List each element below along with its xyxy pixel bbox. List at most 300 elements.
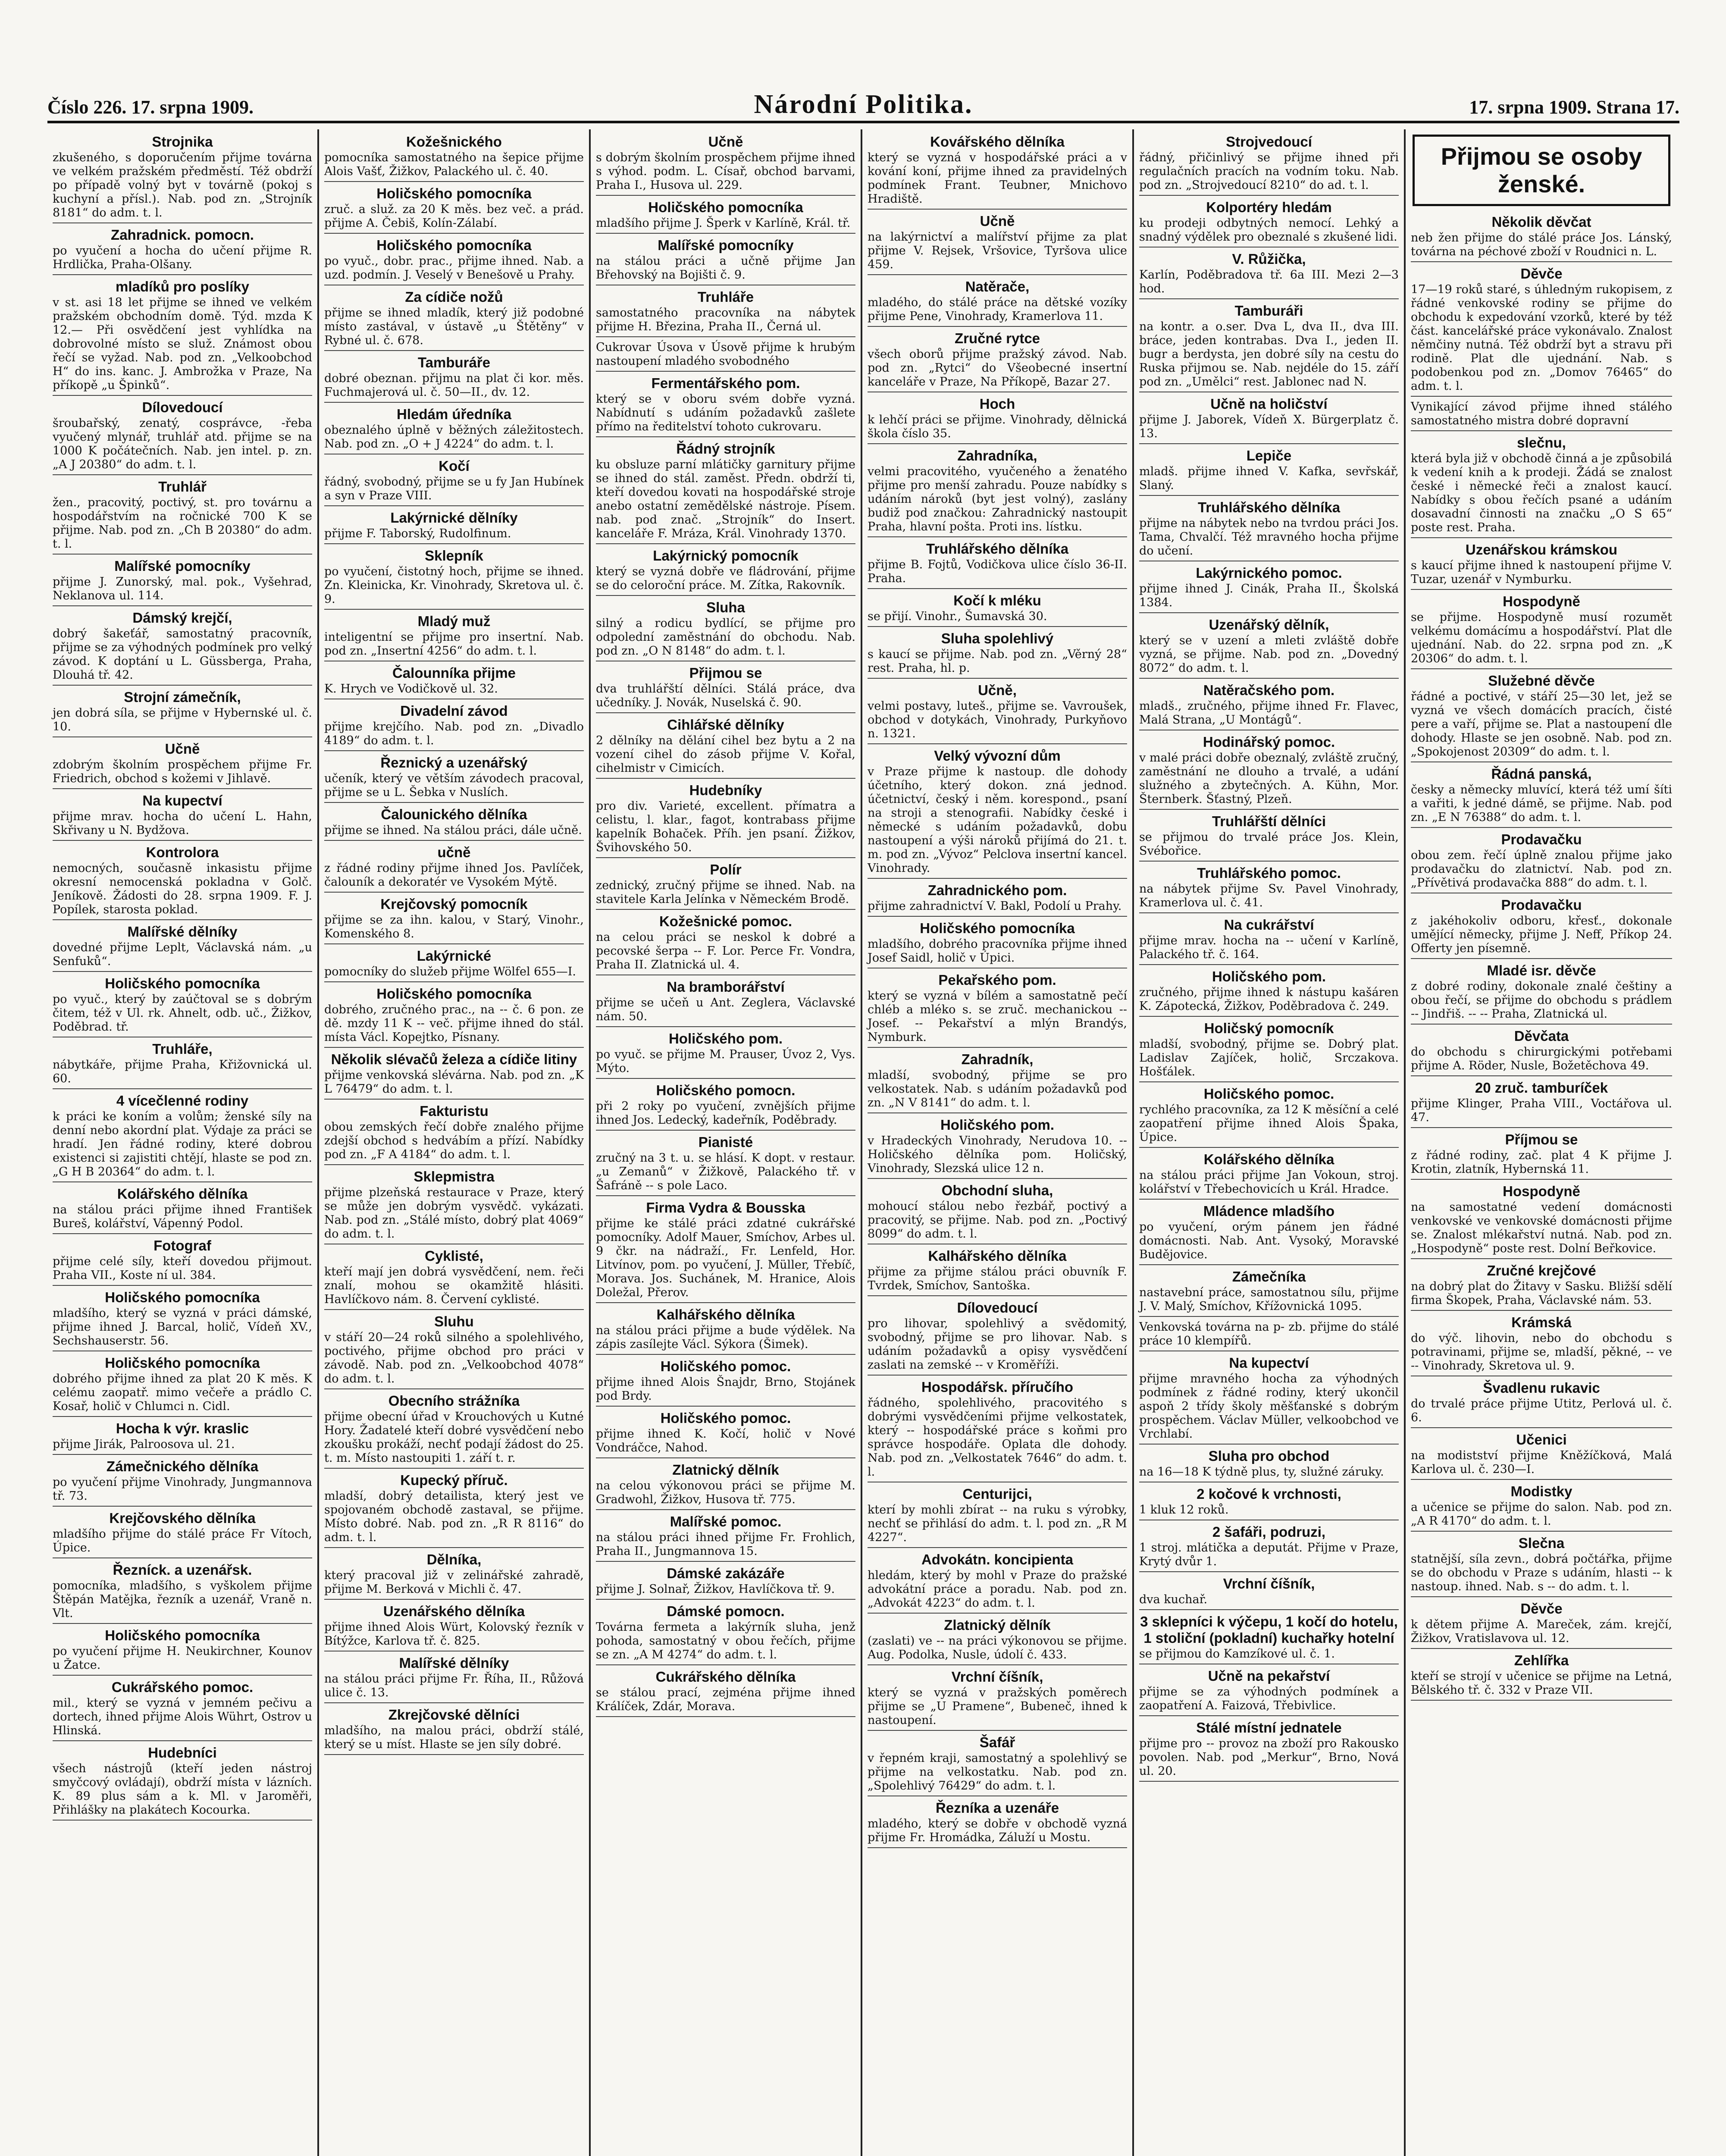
classified-ad: [53, 477, 312, 555]
ad-heading: Sluha pro obchod: [1208, 1448, 1330, 1464]
ad-text: k dětem přijme A. Mareček, zám. krejčí, Žižkov, Vratislavova ul. 12.: [1411, 1618, 1672, 1645]
classified-ad: [596, 663, 855, 713]
classified-ad: [596, 132, 855, 196]
ad-text: na stálou práci a učně přijme Jan Břehovský na Bojišti č. 9.: [596, 254, 855, 282]
classified-ad: [596, 1305, 855, 1355]
ad-heading: Truhlář: [158, 479, 207, 495]
ad-text: do výč. lihovin, nebo do obchodu s potravinami, přijme se, mladší, pěkné, ‑‑ ve ‑‑ Vinohrady, Skretova ul. 9.: [1411, 1332, 1672, 1373]
ad-heading: Truhlářského pomoc.: [1197, 865, 1341, 881]
ad-text: zdobrým školním prospěchem přijme Fr. Friedrich, obchod s kožemi v Jihlavě.: [53, 758, 312, 785]
classified-ad: [324, 1653, 584, 1703]
classified-ad: [1411, 1378, 1672, 1428]
ad-heading: Řezníka a uzenáře: [935, 1800, 1059, 1816]
ad-heading: Sluha: [706, 599, 745, 615]
ad-text: velmi postavy, luteš., přijme se. Vavroušek, obchod v dotykách, Vinohrady, Purkyňovo n. 1321.: [868, 699, 1127, 740]
ad-text: hledám, který by mohl v Praze do pražské advokátní práce a poradu. Nab. pod zn. „Advokát 4223“ do adm. t. l.: [868, 1569, 1127, 1610]
ad-heading: Čalounického dělníka: [381, 806, 527, 822]
ad-text: přijme ihned Alois Šnajdr, Brno, Stojánek pod Brdy.: [596, 1376, 855, 1403]
ad-text: který se vyzná dobře ve fládrování, přijme se do celoroční práce. M. Zítka, Rakovník.: [596, 565, 855, 592]
classified-ad: [1139, 446, 1399, 496]
ad-heading: Fotograf: [153, 1238, 211, 1253]
ad-text: mladšího přijme do stálé práce Fr Vítoch, Úpice.: [53, 1527, 312, 1554]
classified-ad: [1139, 732, 1399, 810]
ad-heading: Holičského pomocníka: [376, 237, 532, 253]
ad-text: silný a rodicu bydlící, se přijme pro odpolední zaměstnání do obchodu. Nab. pod zn. „O N 8148“ do adm. t. l.: [596, 617, 855, 658]
ad-text: dobrý šakeťář, samostatný pracovník, přijme se za výhodných podmínek pro velký závod. K doptání u L. Güssberga, Praha, Dlouhá tř. 42.: [53, 627, 312, 682]
ad-text: přijme zahradnictví V. Bakl, Podolí u Prahy.: [868, 899, 1122, 913]
ad-heading: Řádný strojník: [676, 441, 775, 457]
ad-heading: Dělníka,: [426, 1551, 482, 1567]
classified-ad: [596, 1512, 855, 1562]
classified-ad: [868, 1181, 1127, 1244]
ad-heading: Šafář: [979, 1734, 1015, 1750]
newspaper-title: Národní Politika.: [754, 90, 973, 119]
classified-ad: [1139, 1319, 1399, 1351]
ad-heading: Lakýrnického pomoc.: [1196, 565, 1342, 581]
ad-text: se přijí. Vinohr., Šumavská 30.: [868, 610, 1047, 623]
classified-ad: [1139, 1084, 1399, 1148]
ad-heading: Slečna: [1518, 1535, 1565, 1551]
ad-text: Cukrovar Úsova v Úsově přijme k hrubým nastoupení mladého svobodného: [596, 341, 855, 368]
ad-text: kteří se strojí v učenice se přijme na Letná, Bělského tř. č. 332 v Praze VII.: [1411, 1670, 1672, 1697]
ad-text: česky a německy mluvící, která též umí šíti a vařiti, k jedné dámě, se přijme. Nab. pod zn. „E N 76388“ do adm. t. l.: [1411, 783, 1672, 824]
ad-heading: Tamburáře: [417, 354, 491, 370]
classified-ad: [53, 1508, 312, 1558]
ad-heading: Zahradnického pom.: [927, 882, 1067, 898]
classified-ad: [324, 287, 584, 351]
classified-ad: [1411, 1261, 1672, 1311]
classified-ad: [1139, 1612, 1399, 1664]
classified-ad: [596, 860, 855, 910]
ad-text: do trvalé práce přijme Utitz, Perlová ul. č. 6.: [1411, 1397, 1672, 1424]
classified-ad: [1411, 671, 1672, 762]
ad-text: dobrého, zručného prac., na ‑‑ č. 6 pon. ze dě. mzdy 11 K ‑‑ več. přijme ihned do stál. místa Václ. Kopejtko, Písnany.: [324, 1003, 584, 1044]
ad-heading: Kožešnického: [406, 134, 502, 150]
ad-text: s dobrým školním prospěchem přijme ihned s výhod. podm. L. Císař, obchod barvami, Praha I., Husova ul. 229.: [596, 151, 855, 192]
ad-text: 1 stroj. mlátička a deputát. Přijme v Praze, Krytý dvůr 1.: [1139, 1541, 1399, 1568]
ad-text: zručný na 3 t. u. se hlásí. K dopt. v restaur. „u Zemanů“ v Žižkově, Palackého tř. v Šafráně ‑‑ s pole Laco.: [596, 1151, 855, 1192]
ad-heading: Obchodní sluha,: [941, 1182, 1053, 1198]
classified-ad: [53, 1626, 312, 1676]
classified-ad: [1411, 1078, 1672, 1128]
ad-text: po vyuč. se přijme M. Prauser, Úvoz 2, Vys. Mýto.: [596, 1048, 855, 1075]
classified-ad: [1411, 433, 1672, 538]
ad-heading: Na kupectví: [142, 793, 222, 808]
ad-heading: Zkrejčovské dělníci: [388, 1707, 520, 1723]
classified-ad: [1139, 498, 1399, 561]
ad-text: přijme se ihned mladík, který již podobné místo zastával, v ústavě „u Štětěny“ v Rybné ul. č. 678.: [324, 306, 584, 347]
ad-text: K. Hrych ve Vodičkově ul. 32.: [324, 682, 498, 696]
ad-text: řádný, přičinlivý se přijme ihned při regulačních pracích na vodním toku. Nab. pod zn. „Strojvedoucí 8210“ do ad. t. l.: [1139, 151, 1399, 192]
classified-ad: [324, 404, 584, 454]
ad-text: přijme J. Zunorský, mal. pok., Vyšehrad, Neklanova ul. 114.: [53, 575, 312, 602]
issue-number: Číslo 226. 17. srpna 1909.: [47, 97, 254, 118]
ad-text: po vyuč., dobr. prac., přijme ihned. Nab. a uzd. podmín. J. Veselý v Benešově u Prahy.: [324, 254, 584, 282]
ad-heading: Polír: [710, 862, 742, 877]
ad-text: k práci ke koním a volům; ženské síly na denní nebo akordní plat. Výdaje za práci se hradí. Jen řádné rodiny, které dobrou existenci si zajistiti chtějí, hlaste se pod zn. „G H B 20364“ do adm. t. l.: [53, 1110, 312, 1178]
classified-ad: [1411, 1313, 1672, 1376]
ad-heading: Zručné rytce: [954, 330, 1040, 346]
ad-text: mladšího, na malou práci, obdrží stálé, který se u míst. Hlaste se jen síly dobré.: [324, 1724, 584, 1751]
ad-text: v Praze přijme k nastoup. dle dohody účetního, který dokon. zná jednod. účetnictví, český i něm. korespond., psaní na stroji a stenografii. Nabídky české i německé s udáním požadavků, dobu nastoupení a výši nároků přijímá do 21. t. m. pod zn. „Vývoz“ Pelclova insertní kancel. Vinohrady.: [868, 765, 1127, 875]
ad-text: dobré obeznan. přijmu na plat či kor. měs. Fuchmajerová ul. č. 50—II., dv. 12.: [324, 372, 584, 399]
ad-heading: Holičského pomocníka: [105, 1627, 260, 1643]
ad-heading: mladíků pro poslíky: [116, 279, 249, 295]
ad-heading: Holičského pomocníka: [376, 986, 532, 1002]
ad-text: na lakýrnictví a malířství přijme za plat přijme V. Rejsek, Vršovice, Tyršova ulice 459.: [868, 230, 1127, 271]
ad-text: přijme se ihned. Na stálou práci, dále učně.: [324, 824, 582, 837]
ad-text: kteří mají jen dobrá vysvědčení, nem. řeči znalí, mohou se okamžitě hlásiti. Havlíčkovo nám. 8. Červení cyklisté.: [324, 1265, 584, 1306]
ad-heading: Učně na holičství: [1210, 396, 1328, 412]
ad-heading: Holičského pomoc.: [660, 1358, 791, 1374]
ad-text: po vyuč., který by zaúčtoval se s dobrým čitem, též v Ul. rk. Ahnelt, odb. uč., Žižkov, Poděbrad. tř.: [53, 993, 312, 1034]
classified-ad: [1139, 132, 1399, 196]
classified-ad: [1139, 197, 1399, 248]
ad-text: 1 kluk 12 roků.: [1139, 1503, 1229, 1517]
classified-ad: [1139, 563, 1399, 613]
classified-ad: [324, 1246, 584, 1310]
ad-text: přijme J. Jaborek, Vídeň X. Bürgerplatz č. 13.: [1139, 413, 1399, 440]
classified-ad: [596, 287, 855, 337]
classified-ad: [1411, 1430, 1672, 1480]
ad-text: dobrého přijme ihned za plat 20 K měs. K celému zaopatř. mimo večeře a prádlo C. Kosař, holič v Chlumci n. Cidl.: [53, 1372, 312, 1413]
ad-heading: Příjmou se: [1505, 1131, 1578, 1147]
ad-heading: Malířské dělníky: [399, 1655, 509, 1671]
ad-text: přijme mrav. hocha na ‑‑ učení v Karlíně, Palackého tř. č. 164.: [1139, 934, 1399, 961]
classified-ad: [596, 1601, 855, 1665]
ad-text: na modistství přijme Kněžíčková, Malá Karlova ul. č. 230—I.: [1411, 1449, 1672, 1476]
classified-ad: [596, 1029, 855, 1079]
ad-heading: V. Růžička,: [1232, 251, 1306, 267]
ad-heading: Hudebníky: [689, 782, 762, 798]
ad-heading: Hocha k výr. kraslic: [116, 1420, 249, 1436]
classified-ad: [596, 715, 855, 779]
ad-text: nábytkáře, přijme Praha, Křižovnická ul. 60.: [53, 1058, 312, 1085]
ad-heading: Hospodářsk. příručího: [921, 1379, 1074, 1395]
page-date: 17. srpna 1909. Strana 17.: [1469, 97, 1679, 118]
section-banner: Přijmou se osoby ženské.: [1413, 135, 1670, 206]
classified-ad: [324, 1705, 584, 1755]
classified-ad: [1411, 895, 1672, 959]
ad-heading: Natěrače,: [965, 279, 1030, 295]
ad-heading: Pianisté: [698, 1134, 753, 1150]
ad-heading: 2 šafáři, podruzi,: [1212, 1524, 1326, 1540]
ad-text: přijme obecní úřad v Krouchových u Kutné Hory. Žadatelé kteří dobré vysvědčení nebo zkoušku prokáží, nechť podají žádost do 25. t. m. Místo nastoupiti 1. září t. r.: [324, 1410, 584, 1465]
ad-heading: Čalounníka přijme: [392, 665, 516, 681]
classified-ad: [868, 680, 1127, 744]
ad-text: přijme J. Solnař, Žižkov, Havlíčkova tř. 9.: [596, 1583, 835, 1596]
ad-heading: Několik slévačů železa a cídiče litiny: [331, 1051, 577, 1067]
classified-ad: [324, 894, 584, 944]
classified-ad: [596, 1667, 855, 1717]
classified-ad: [1411, 398, 1672, 431]
ad-heading: Holičského pom.: [940, 1117, 1055, 1133]
column-3: [591, 129, 862, 2156]
classified-ad: [324, 1101, 584, 1165]
ad-heading: Hudebníci: [148, 1745, 217, 1761]
classified-ad: [868, 1050, 1127, 1113]
column-5: [1134, 129, 1406, 2156]
classified-ad: [1411, 1599, 1672, 1649]
ad-text: při 2 roky po vyučení, zvnějších přijme ihned Jos. Ledecký, kadeřník, Poděbrady.: [596, 1100, 855, 1127]
ad-heading: Řádná panská,: [1491, 766, 1592, 782]
classified-ad: [324, 1601, 584, 1651]
ad-text: mohoucí stálou nebo řezbář, poctivý a pracovitý, se přijme. Nab. pod zn. „Poctivý 8099“ do adm. t. l.: [868, 1200, 1127, 1241]
ad-heading: Na kupectví: [1229, 1355, 1309, 1371]
ad-heading: Divadelní závod: [400, 703, 508, 719]
classified-ad: [1139, 1484, 1399, 1520]
classified-ad: [324, 701, 584, 751]
ad-heading: Řeznický a uzenářský: [380, 755, 528, 771]
ad-text: přijme venkovská slévárna. Nab. pod zn. „K L 76479“ do adm. t. l.: [324, 1069, 584, 1096]
ad-text: 17—19 roků staré, s úhledným rukopisem, z řádné venkovské rodiny se přijme do obchodu k expedování vzorků, které by též část. kancelářské práce vykonávalo. Znalost němčiny nutná. Též obdrží byt a stravu při rodině. Plat dle ujednání. Nab. s podobenkou pod zn. „Domov 76465“ do adm. t. l.: [1411, 283, 1672, 393]
ad-heading: Vrchní číšník,: [1223, 1576, 1315, 1592]
ad-heading: Holičského pomocníka: [105, 975, 260, 991]
ad-heading: 4 vícečlenné rodiny: [116, 1093, 249, 1109]
ad-text: na celou výkonovou práci se přijme M. Gradwohl, Žižkov, Husova tř. 775.: [596, 1479, 855, 1506]
classified-ad: [324, 843, 584, 893]
ad-heading: Natěračského pom.: [1203, 682, 1335, 698]
ad-text: na samostatné vedení domácnosti venkovské ve venkovské domácnosti přijme se. Znalost mlékařství nutná. Nab. pod zn. „Hospodyně“ poste rest. Dolní Beřkovice.: [1411, 1200, 1672, 1255]
classified-ad: [596, 546, 855, 596]
ad-text: přijme pro ‑‑ provoz na zboží pro Rakousko povolen. Nab. pod „Merkur“, Brno, Nová ul. 20.: [1139, 1737, 1399, 1778]
ad-text: přijme F. Taborský, Rudolfinum.: [324, 527, 511, 540]
classified-ad: [53, 1236, 312, 1286]
classified-ad: [868, 881, 1127, 917]
classified-columns: [47, 129, 1679, 2156]
ad-text: v Hradeckých Vinohrady, Nerudova 10. ‑‑ Holičského dělníka pom. Holičský, Vinohrady, Slezská ulice 12 n.: [868, 1134, 1127, 1175]
classified-ad: [53, 132, 312, 223]
classified-ad: [1139, 680, 1399, 730]
ad-heading: Uzenářského dělníka: [383, 1603, 525, 1619]
classified-ad: [53, 739, 312, 789]
ad-heading: Holičský pomocník: [1204, 1020, 1334, 1036]
classified-ad: [1139, 1201, 1399, 1265]
ad-text: mladšího, který se vyzná v práci dámské, přijme ihned J. Barcal, holič, Vídeň XV., Sechshauserstr. 56.: [53, 1307, 312, 1348]
ad-text: v st. asi 18 let přijme se ihned ve velkém pražském obchodním domě. Týd. mzda K 12.— Při osvědčení jest vyhlídka na dobrovolné místo se služ. Známost obou řečí se vyžad. Nab. pod zn. „Velkoobchod H“ do ins. kanc. J. Ambrožka v Praze, Na příkopě „u Špinků“.: [53, 296, 312, 392]
ad-heading: Prodavačku: [1501, 831, 1582, 847]
classified-ad: [596, 977, 855, 1027]
ad-heading: Truhláře,: [152, 1041, 213, 1057]
ad-text: dva truhlářští dělníci. Stálá práce, dva učedníky. J. Novák, Nuselská č. 90.: [596, 682, 855, 709]
ad-text: na celou práci se neskol k dobré a pecovské šerpa ‑‑ F. Lor. Perce Fr. Vondra, Praha II. Zlatnická ul. 4.: [596, 931, 855, 971]
ad-text: velmi pracovitého, vyučeného a ženatého přijme pro menší zahradu. Pouze nabídky s udáním nároků (byt jest volný), zaslány budiž pod značkou: Zahradnický nastoupit Praha, hlavní pošta. Proti ins. lístku.: [868, 465, 1127, 533]
classified-ad: [53, 791, 312, 841]
ad-heading: Fakturistu: [420, 1103, 489, 1119]
ad-text: přijme mrav. hocha do učení L. Hahn, Skřivany u N. Bydžova.: [53, 810, 312, 837]
classified-ad: [596, 1132, 855, 1196]
ad-heading: Dámské zakázáře: [667, 1565, 785, 1581]
classified-ad: [596, 1408, 855, 1458]
ad-heading: Kolářského dělníka: [117, 1186, 248, 1202]
ad-heading: Strojní zámečník,: [124, 689, 241, 705]
ad-text: přijme se za výhodných podmínek a zaopatření A. Faizová, Třebivlice.: [1139, 1685, 1399, 1712]
ad-text: mladého, do stálé práce na dětské vozíky přijme Pene, Vinohrady, Kramerlova 11.: [868, 296, 1127, 323]
classified-ad: [1139, 1666, 1399, 1716]
classified-ad: [324, 1312, 584, 1389]
ad-heading: Kalhářského dělníka: [656, 1307, 795, 1322]
column-2: [319, 129, 591, 2156]
ad-heading: Zahradníka,: [957, 448, 1037, 464]
ad-heading: Malířské pomocníky: [658, 237, 794, 253]
classified-ad: [1411, 1533, 1672, 1597]
classified-ad: [1411, 1130, 1672, 1180]
ad-text: Vynikající závod přijme ihned stálého samostatného mistra dobré dopravní: [1411, 400, 1672, 427]
classified-ad: [1139, 1018, 1399, 1082]
ad-heading: Stálé místní jednatele: [1196, 1720, 1342, 1736]
classified-ad: [53, 556, 312, 606]
ad-heading: Cukrářského pomoc.: [111, 1679, 254, 1695]
ad-text: mladší, dobrý detailista, který jest ve spojovaném obchodě zastaval, se přijme. Místo dobré. Nab. pod zn. „R R 8116“ do adm. t. l.: [324, 1489, 584, 1544]
ad-text: který se vyzná v hospodářské práci a v kování koní, přijme ihned za pravidelných podmínek Frant. Teubner, Mnichovo Hradiště.: [868, 151, 1127, 206]
ad-text: mladší, svobodný, přijme se pro velkostatek. Nab. s udáním požadavků pod zn. „N V 8141“ do adm. t. l.: [868, 1069, 1127, 1109]
classified-ad: [1411, 764, 1672, 828]
ad-text: z řádné rodiny, zač. plat 4 K přijme J. Krotin, zlatník, Hybernská 11.: [1411, 1149, 1672, 1176]
classified-ad: [1411, 1482, 1672, 1532]
ad-heading: Sklepník: [425, 548, 483, 564]
ad-heading: Lakýrnický pomocník: [653, 548, 799, 564]
ad-heading: Lepiče: [1246, 448, 1292, 464]
ad-text: se přijmou do Kamzíkové ul. č. 1.: [1139, 1647, 1335, 1661]
ad-text: na stálou práci přijme Fr. Říha, II., Růžová ulice č. 13.: [324, 1672, 584, 1699]
column-6: [1406, 129, 1677, 2156]
ad-text: v stáří 20—24 roků silného a spolehlivého, poctivého, přijme obchod pro práci v závodě. Nab. pod zn. „Velkoobchod 4078“ do adm. t. l.: [324, 1331, 584, 1385]
ad-heading: Cukrářského dělníka: [655, 1669, 796, 1685]
ad-text: obou zem. řečí úplně znalou přijme jako prodavačku do zlatnictví. Nab. pod zn. „Přívětivá prodavačka 888“ do adm. t. l.: [1411, 849, 1672, 890]
classified-ad: [53, 277, 312, 396]
ad-text: z dobré rodiny, dokonale znalé češtiny a obou řečí, se přijme do obchodu s prádlem ‑‑ Jindřiš. ‑‑ ‑‑ Praha, Zlatnická ul.: [1411, 980, 1672, 1021]
ad-heading: Dámské pomocn.: [667, 1603, 785, 1619]
classified-ad: [868, 132, 1127, 210]
classified-ad: [1411, 1181, 1672, 1259]
ad-text: který se v uzení a mleti zvláště dobře vyzná, se přijme. Nab. pod zn. „Dovedný 8072“ do adm. t. l.: [1139, 634, 1399, 675]
ad-text: mladš., zručného, přijme ihned Fr. Flavec, Malá Strana, „U Montágů“.: [1139, 699, 1399, 727]
ad-text: přijme ihned Alois Würt, Kolovský řezník v Bítýžce, Karlova tř. č. 825.: [324, 1620, 584, 1648]
ad-text: zednický, zručný přijme se ihned. Nab. na stavitele Karla Jelínka v Německém Brodě.: [596, 879, 855, 906]
classified-ad: [1139, 1353, 1399, 1445]
classified-ad: [324, 946, 584, 982]
ad-text: přijme Jirák, Palroosova ul. 21.: [53, 1438, 235, 1451]
ad-heading: Přijmou se: [689, 665, 762, 681]
ad-text: rychlého pracovníka, za 12 K měsíční a celé zaopatření přijme ihned Alois Špaka, Úpice.: [1139, 1103, 1399, 1144]
ad-text: po vyučení a hocha do učení přijme R. Hrdlička, Praha-Olšany.: [53, 244, 312, 271]
ad-heading: Uzenářský dělník,: [1209, 617, 1329, 633]
ad-text: na nábytek přijme Sv. Pavel Vinohrady, Kramerlova ul. č. 41.: [1139, 882, 1399, 909]
ad-text: samostatného pracovníka na nábytek přijme H. Březina, Praha II., Černá ul.: [596, 306, 855, 333]
ad-text: na kontr. a o.ser. Dva L, dva II., dva III. bráce, jeden kontrabas. Dva I., jeden II. bugr a berdysta, jen dobré síly na cestu do Ruska přijmou se. Nab. nejdéle do 15. září pod zn. „Umělci“ rest. Jablonec nad N.: [1139, 320, 1399, 389]
classified-ad: [1411, 961, 1672, 1025]
classified-ad: [53, 1091, 312, 1182]
classified-ad: [1139, 394, 1399, 444]
classified-ad: [868, 918, 1127, 968]
classified-ad: [53, 1743, 312, 1821]
ad-text: na stálou práci přijme Jan Vokoun, stroj. kolářství v Třebechovicích u Král. Hradce.: [1139, 1169, 1399, 1196]
ad-text: jen dobrá síla, se přijme v Hybernské ul. č. 10.: [53, 706, 312, 733]
classified-ad: [324, 184, 584, 234]
ad-heading: Zámečnického dělníka: [106, 1458, 259, 1474]
ad-text: do obchodu s chirurgickými potřebami přijme A. Röder, Nusle, Božetěchova 49.: [1411, 1045, 1672, 1072]
classified-ad: [596, 339, 855, 372]
ad-text: neb žen přijme do stálé práce Jos. Lánský, továrna na péchové zboží v Roudnici n. L.: [1411, 231, 1672, 258]
ad-text: pro div. Varieté, excellent. přímatra a celistu, l. klar., fagot, kontrabass přijme kapelník Bohaček. Příh. jen psaní. Žižkov, Švihovského 50.: [596, 799, 855, 854]
ad-text: se stálou prací, zejména přijme ihned Králíček, Zdár, Morava.: [596, 1686, 855, 1713]
classified-ad: [53, 1560, 312, 1624]
classified-ad: [868, 446, 1127, 537]
classified-ad: [1411, 1651, 1672, 1701]
ad-text: Karlín, Poděbradova tř. 6a III. Mezi 2—3 hod.: [1139, 268, 1399, 295]
ad-text: všech oborů přijme pražský závod. Nab. pod zn. „Rytci“ do Všeobecné insertní kanceláře v Praze, Na Příkopě, Bazar 27.: [868, 348, 1127, 389]
classified-ad: [53, 1184, 312, 1234]
ad-heading: Hospodyně: [1503, 593, 1580, 609]
ad-heading: Truhláře: [697, 289, 754, 305]
ad-text: přijme krejčího. Nab. pod zn. „Divadlo 4189“ do adm. t. l.: [324, 720, 584, 747]
column-1: [47, 129, 319, 2156]
ad-heading: Služebné děvče: [1488, 673, 1595, 689]
classified-ad: [1139, 1150, 1399, 1200]
ad-heading: Učně na pekařství: [1208, 1668, 1330, 1684]
classified-ad: [596, 1460, 855, 1510]
classified-ad: [53, 608, 312, 686]
page-header: [47, 91, 1679, 123]
ad-text: přijme plzeňská restaurace v Praze, který se může jen dobrým vysvědč. vykázati. Nab. pod zn. „Stálé místo, dobrý plat 4069“ do adm. t. l.: [324, 1186, 584, 1241]
ad-heading: Děvče: [1520, 266, 1563, 282]
ad-heading: Zámečníka: [1232, 1269, 1306, 1285]
classified-ad: [324, 1391, 584, 1469]
ad-heading: Učenici: [1516, 1432, 1567, 1448]
classified-ad: [868, 1733, 1127, 1796]
ad-text: mladého, který se dobře v obchodě vyzná přijme Fr. Hromádka, Záluží u Mostu.: [868, 1817, 1127, 1844]
ad-text: se přijmou do trvalé práce Jos. Klein, Svébořice.: [1139, 830, 1399, 858]
ad-text: přijme Klinger, Praha VIII., Voctářova ul. 47.: [1411, 1097, 1672, 1124]
classified-ad: [868, 329, 1127, 392]
classified-ad: [868, 1615, 1127, 1665]
ad-heading: Kovářského dělníka: [930, 134, 1065, 150]
ad-heading: Zlatnický dělník: [672, 1462, 779, 1478]
classified-ad: [53, 398, 312, 475]
ad-text: na stálou práci ihned přijme Fr. Frohlich, Praha II., Jungmannova 15.: [596, 1531, 855, 1558]
ad-heading: Dílovedoucí: [142, 399, 223, 415]
ad-text: pomocníka, mladšího, s vyškolem přijme Štěpán Matějka, řezník a uzenář, Vraně n. Vlt.: [53, 1579, 312, 1620]
ad-text: dva kuchař.: [1139, 1593, 1208, 1606]
classified-ad: [868, 1377, 1127, 1482]
classified-ad: [1139, 1446, 1399, 1482]
ad-heading: Sluha spolehlivý: [941, 630, 1054, 646]
ad-text: a učenice se přijme do salon. Nab. pod zn. „A R 4170“ do adm. t. l.: [1411, 1501, 1672, 1528]
ad-text: po vyučení, orým pánem jen řádné domácnosti. Nab. Ant. Vysoký, Moravské Budějovice.: [1139, 1220, 1399, 1261]
ad-heading: Fermentářského pom.: [651, 375, 800, 391]
ad-heading: Kočí: [439, 458, 470, 474]
classified-ad: [324, 1167, 584, 1244]
ad-heading: Uzenářskou krámskou: [1465, 542, 1618, 558]
classified-ad: [53, 1039, 312, 1089]
classified-ad: [1139, 863, 1399, 913]
ad-heading: Mladé isr. děvče: [1487, 962, 1596, 978]
ad-heading: Několik děvčat: [1491, 214, 1591, 230]
classified-ad: [1411, 592, 1672, 669]
classified-ad: [53, 687, 312, 737]
ad-heading: Modistky: [1510, 1483, 1573, 1499]
ad-heading: Lakýrnické: [417, 948, 492, 964]
ad-text: přijme ke stálé práci zdatné cukrářské pomocníky. Adolf Mauer, Smíchov, Arbes ul. 9 čkr. na nádraží., Fr. Lenfeld, Hor. Litvínov, pom. po vyučení, J. Müller, Třebíč, Morava. Jos. Suchánek, M. Hranice, Alois Doležal, Přerov.: [596, 1217, 855, 1299]
ad-text: která byla již v obchodě činná a je způsobilá k vedení knih a k prodeji. Žádá se znalost české i německé řeči a znalost kaucí. Nabídky s obou řečích psané a udáním dosavadní činnosti na značku „O S 65“ poste rest. Praha.: [1411, 452, 1672, 534]
ad-text: po vyučení přijme H. Neukirchner, Kounov u Žatce.: [53, 1645, 312, 1672]
classified-ad: [596, 598, 855, 661]
ad-heading: Děvče: [1520, 1601, 1563, 1617]
classified-ad: [868, 1667, 1127, 1731]
ad-heading: Holičského pomocníka: [376, 185, 532, 201]
ad-heading: Učně,: [978, 682, 1017, 698]
ad-heading: Za cídiče nožů: [405, 289, 503, 305]
